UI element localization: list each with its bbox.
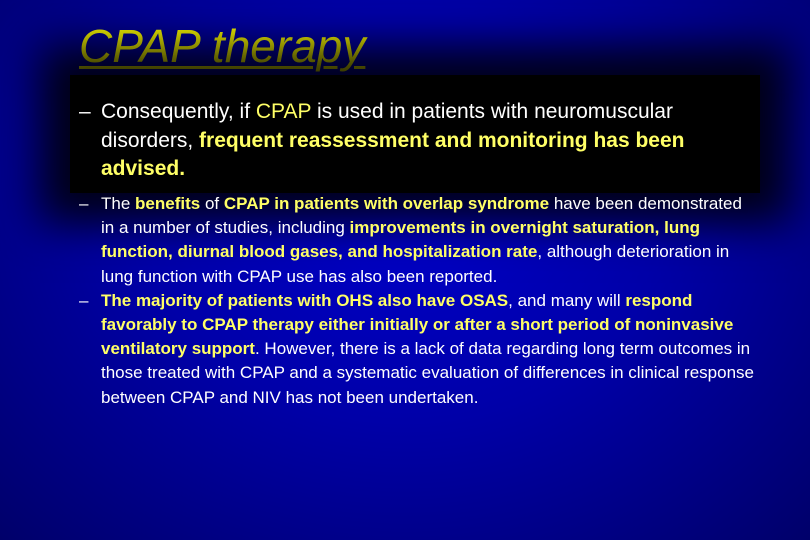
slide-title: CPAP therapy (79, 20, 366, 72)
highlight-run: CPAP (255, 100, 312, 123)
text-run: , and many will (508, 290, 626, 310)
highlight-run: benefits (135, 194, 201, 213)
sub-bullets (79, 192, 759, 410)
bullet-dash: – (79, 194, 89, 213)
text-run: Consequently, if (101, 100, 256, 123)
bullet-dash: – (79, 100, 91, 123)
highlight-run: CPAP in patients with overlap syndrome (223, 194, 550, 213)
bullet-dash: – (79, 290, 89, 310)
highlight-run: OSAS (459, 290, 509, 310)
text-run: The (101, 194, 136, 213)
bullet-1 (79, 98, 719, 184)
highlight-run: also have (373, 290, 460, 310)
text-run: . However, there is a lack of data regarding long term outcomes in those treated with CPAP and a systematic evaluation of differences in clinical response between CPAP and NIV has not been undertaken. (101, 339, 754, 407)
bullet-3 (79, 289, 759, 410)
text-run: , although deterioration in lung function with CPAP use has also been reported. (101, 242, 730, 286)
highlight-run: improvements in overnight saturation, lung function, diurnal blood gases, and hospitalization rate (101, 218, 700, 262)
highlight-run: OHS (336, 290, 374, 310)
text-run: of (200, 194, 224, 213)
highlight-run: frequent reassessment and monitoring has been advised. (101, 128, 685, 180)
text-run: have been demonstrated in a number of studies, including (101, 194, 742, 238)
highlight-run: The majority of patients with (101, 290, 337, 310)
bullet-1-text (101, 98, 719, 184)
text-run: is used in patients with neuromuscular disorders, (101, 100, 673, 152)
bullet-2 (79, 192, 759, 289)
highlight-run: respond favorably to CPAP therapy either initially or after a short period of noninvasive ventilatory support (101, 290, 734, 359)
